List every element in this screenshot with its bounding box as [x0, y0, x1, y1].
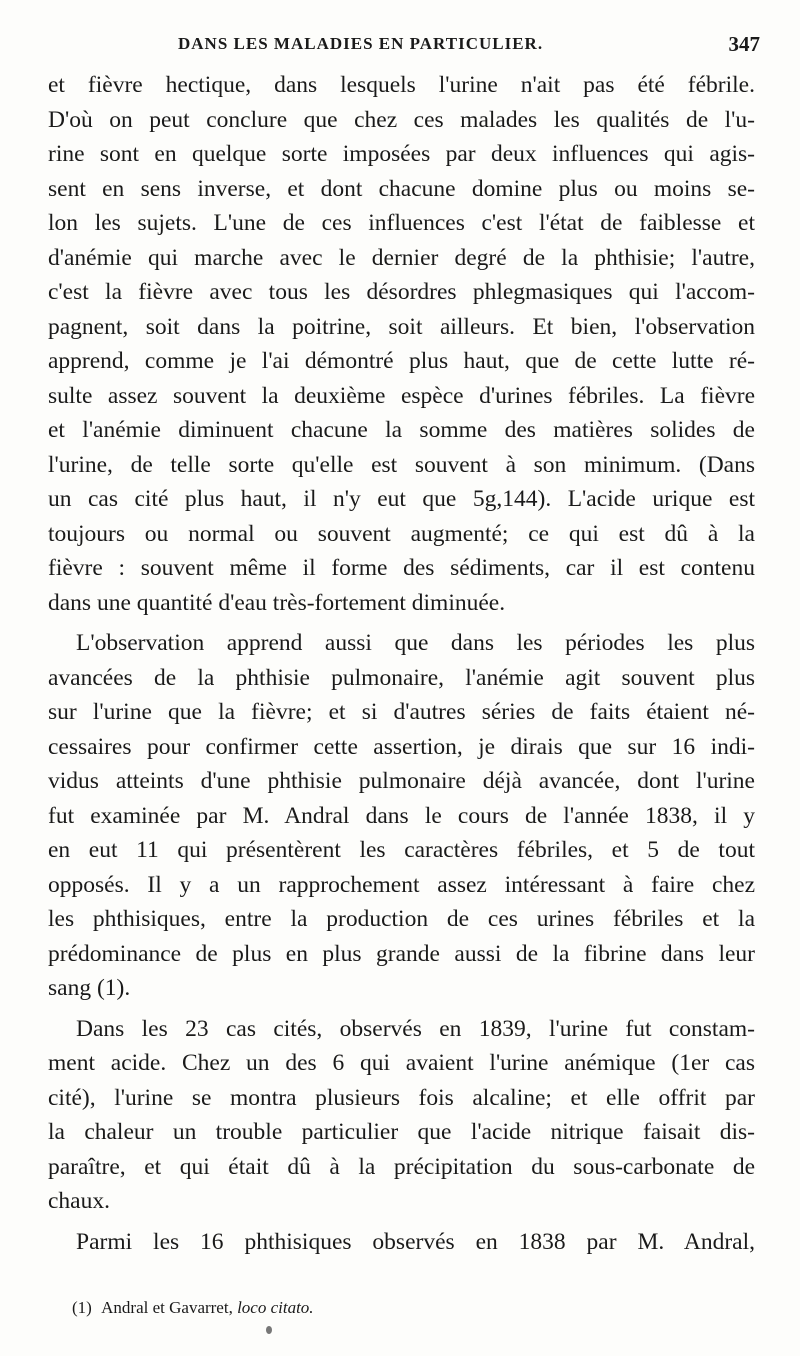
body-text: [48, 68, 755, 1259]
text-line: et fièvre hectique, dans lesquels l'urine n'ait pas été fébrile.: [48, 72, 755, 98]
text-line: avancées de la phthisie pulmonaire, l'anémie agit souvent plus: [48, 664, 755, 691]
paragraph-4: [48, 1225, 755, 1260]
text-line: d'anémie qui marche avec le dernier degré de la phthisie; l'autre,: [48, 244, 755, 271]
text-line: Parmi les 16 phthisiques observés en 1838 par M. Andral,: [76, 1228, 755, 1255]
paragraph-1: [48, 68, 755, 620]
text-line: L'observation apprend aussi que dans les périodes les plus: [76, 630, 755, 656]
paragraph-3: [48, 1012, 755, 1219]
text-line: chaux.: [48, 1188, 110, 1214]
text-line: opposés. Il y a un rapprochement assez intéressant à faire chez: [48, 871, 755, 898]
text-line: lon les sujets. L'une de ces influences c'est l'état de faiblesse et: [48, 210, 755, 236]
paragraph-2: [48, 626, 755, 1006]
running-title: DANS LES MALADIES EN PARTICULIER.: [178, 34, 544, 53]
text-line: en eut 11 qui présentèrent les caractères fébriles, et 5 de tout: [48, 837, 755, 863]
text-line: ment acide. Chez un des 6 qui avaient l'urine anémique (1er cas: [48, 1050, 755, 1076]
text-line: pagnent, soit dans la poitrine, soit ailleurs. Et bien, l'observation: [48, 313, 755, 340]
text-line: prédominance de plus en plus grande aussi de la fibrine dans leur: [48, 940, 755, 967]
text-line: et l'anémie diminuent chacune la somme des matières solides de: [48, 417, 755, 443]
text-line: fièvre : souvent même il forme des sédiments, car il est contenu: [48, 555, 755, 581]
text-line: cessaires pour confirmer cette assertion, je dirais que sur 16 indi-: [48, 733, 755, 760]
footnote-text: Andral et Gavarret,: [101, 1298, 233, 1317]
text-line: la chaleur un trouble particulier que l'acide nitrique faisait dis-: [48, 1119, 755, 1145]
text-line: rine sont en quelque sorte imposées par deux influences qui agis-: [48, 141, 755, 167]
text-line: apprend, comme je l'ai démontré plus haut, que de cette lutte ré-: [48, 348, 755, 374]
running-header: [48, 34, 760, 60]
text-line: sur l'urine que la fièvre; et si d'autres séries de faits étaient né-: [48, 699, 755, 725]
text-line: cité), l'urine se montra plusieurs fois alcaline; et elle offrit par: [48, 1084, 755, 1111]
text-line: c'est la fièvre avec tous les désordres phlegmasiques qui l'accom-: [48, 279, 755, 305]
text-line: sang (1).: [48, 975, 131, 1001]
text-line: sent en sens inverse, et dont chacune domine plus ou moins se-: [48, 175, 755, 202]
text-line: toujours ou normal ou souvent augmenté; ce qui est dû à la: [48, 520, 755, 547]
footnote-italic: loco citato.: [237, 1298, 314, 1317]
text-line: dans une quantité d'eau très-fortement diminuée.: [48, 589, 506, 616]
text-line: vidus atteints d'une phthisie pulmonaire déjà avancée, dont l'urine: [48, 768, 755, 794]
text-line: les phthisiques, entre la production de ces urines fébriles et la: [48, 906, 755, 932]
text-line: Dans les 23 cas cités, observés en 1839, l'urine fut constam-: [76, 1015, 755, 1042]
text-line: paraître, et qui était dû à la précipitation du sous-carbonate de: [48, 1153, 755, 1180]
footnote: [72, 1296, 314, 1320]
text-line: D'où on peut conclure que chez ces malades les qualités de l'u-: [48, 106, 755, 133]
text-line: sulte assez souvent la deuxième espèce d'urines fébriles. La fièvre: [48, 382, 755, 409]
text-line: un cas cité plus haut, il n'y eut que 5g,144). L'acide urique est: [48, 486, 755, 512]
footnote-marker: (1): [72, 1298, 92, 1317]
text-line: l'urine, de telle sorte qu'elle est souvent à son minimum. (Dans: [48, 451, 755, 478]
page-number: 347: [728, 32, 760, 56]
page-ornament: [266, 1326, 272, 1334]
text-line: fut examinée par M. Andral dans le cours de l'année 1838, il y: [48, 802, 755, 829]
